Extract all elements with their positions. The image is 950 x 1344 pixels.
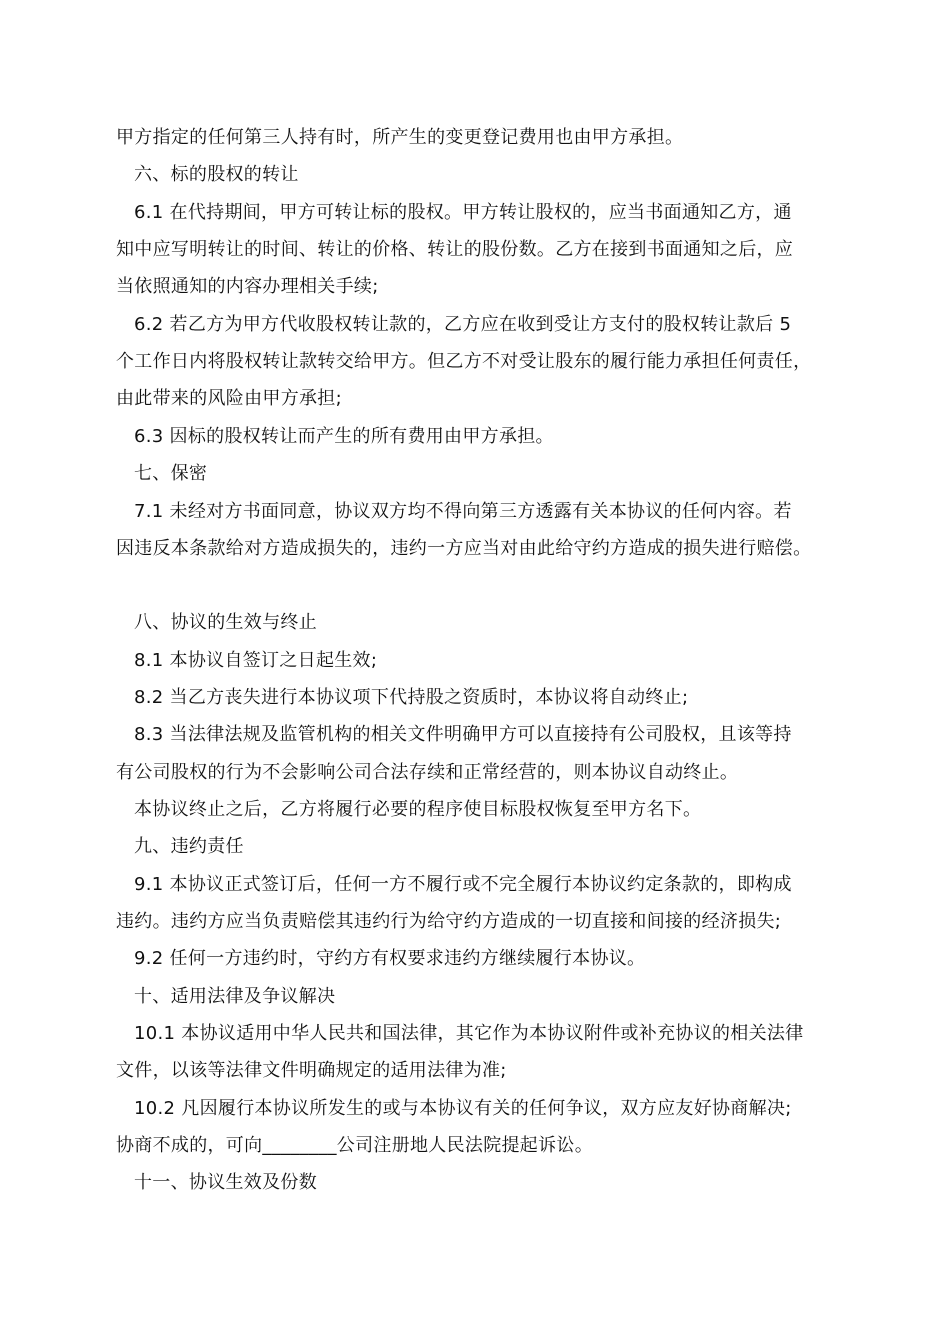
clause-text: 6.3 因标的股权转让而产生的所有费用由甲方承担。 bbox=[134, 426, 554, 447]
section-heading: 九、违约责任 bbox=[134, 836, 244, 857]
section-heading: 十一、协议生效及份数 bbox=[134, 1172, 317, 1193]
paragraph-line: 协商不成的，可向________公司注册地人民法院提起诉讼。 bbox=[116, 1135, 593, 1156]
paragraph-line: 当依照通知的内容办理相关手续; bbox=[116, 276, 379, 297]
clause-text: 7.1 未经对方书面同意，协议双方均不得向第三方透露有关本协议的任何内容。若 bbox=[134, 501, 792, 522]
paragraph-line: 违约。违约方应当负责赔偿其违约行为给守约方造成的一切直接和间接的经济损失; bbox=[116, 911, 782, 932]
section-heading: 六、标的股权的转让 bbox=[134, 164, 299, 185]
paragraph-line: 有公司股权的行为不会影响公司合法存续和正常经营的，则本协议自动终止。 bbox=[116, 762, 739, 783]
section-heading: 七、保密 bbox=[134, 463, 208, 484]
paragraph-line: 因违反本条款给对方造成损失的，违约一方应当对由此给守约方造成的损失进行赔偿。 bbox=[116, 538, 812, 559]
clause-text: 9.1 本协议正式签订后，任何一方不履行或不完全履行本协议约定条款的，即构成 bbox=[134, 874, 792, 895]
clause-text: 8.2 当乙方丧失进行本协议项下代持股之资质时，本协议将自动终止; bbox=[134, 687, 689, 708]
paragraph-line: 甲方指定的任何第三人持有时，所产生的变更登记费用也由甲方承担。 bbox=[116, 127, 684, 148]
paragraph-line: 知中应写明转让的时间、转让的价格、转让的股份数。乙方在接到书面通知之后，应 bbox=[116, 239, 794, 260]
clause-text: 8.1 本协议自签订之日起生效; bbox=[134, 650, 378, 671]
clause-text: 9.2 任何一方违约时，守约方有权要求违约方继续履行本协议。 bbox=[134, 948, 646, 969]
paragraph-line: 文件，以该等法律文件明确规定的适用法律为准; bbox=[116, 1060, 507, 1081]
section-heading: 十、适用法律及争议解决 bbox=[134, 986, 336, 1007]
clause-text: 6.2 若乙方为甲方代收股权转让款的，乙方应在收到受让方支付的股权转让款后 5 bbox=[134, 314, 792, 335]
paragraph-line: 本协议终止之后，乙方将履行必要的程序使目标股权恢复至甲方名下。 bbox=[134, 799, 702, 820]
clause-text: 10.2 凡因履行本协议所发生的或与本协议有关的任何争议，双方应友好协商解决; bbox=[134, 1098, 792, 1119]
section-heading: 八、协议的生效与终止 bbox=[134, 612, 317, 633]
paragraph-line: 由此带来的风险由甲方承担; bbox=[116, 388, 342, 409]
clause-text: 8.3 当法律法规及监管机构的相关文件明确甲方可以直接持有公司股权，且该等持 bbox=[134, 724, 792, 745]
clause-text: 6.1 在代持期间，甲方可转让标的股权。甲方转让股权的，应当书面通知乙方，通 bbox=[134, 202, 792, 223]
paragraph-line: 个工作日内将股权转让款转交给甲方。但乙方不对受让股东的履行能力承担任何责任， bbox=[116, 351, 812, 372]
clause-text: 10.1 本协议适用中华人民共和国法律，其它作为本协议附件或补充协议的相关法律 bbox=[134, 1023, 804, 1044]
